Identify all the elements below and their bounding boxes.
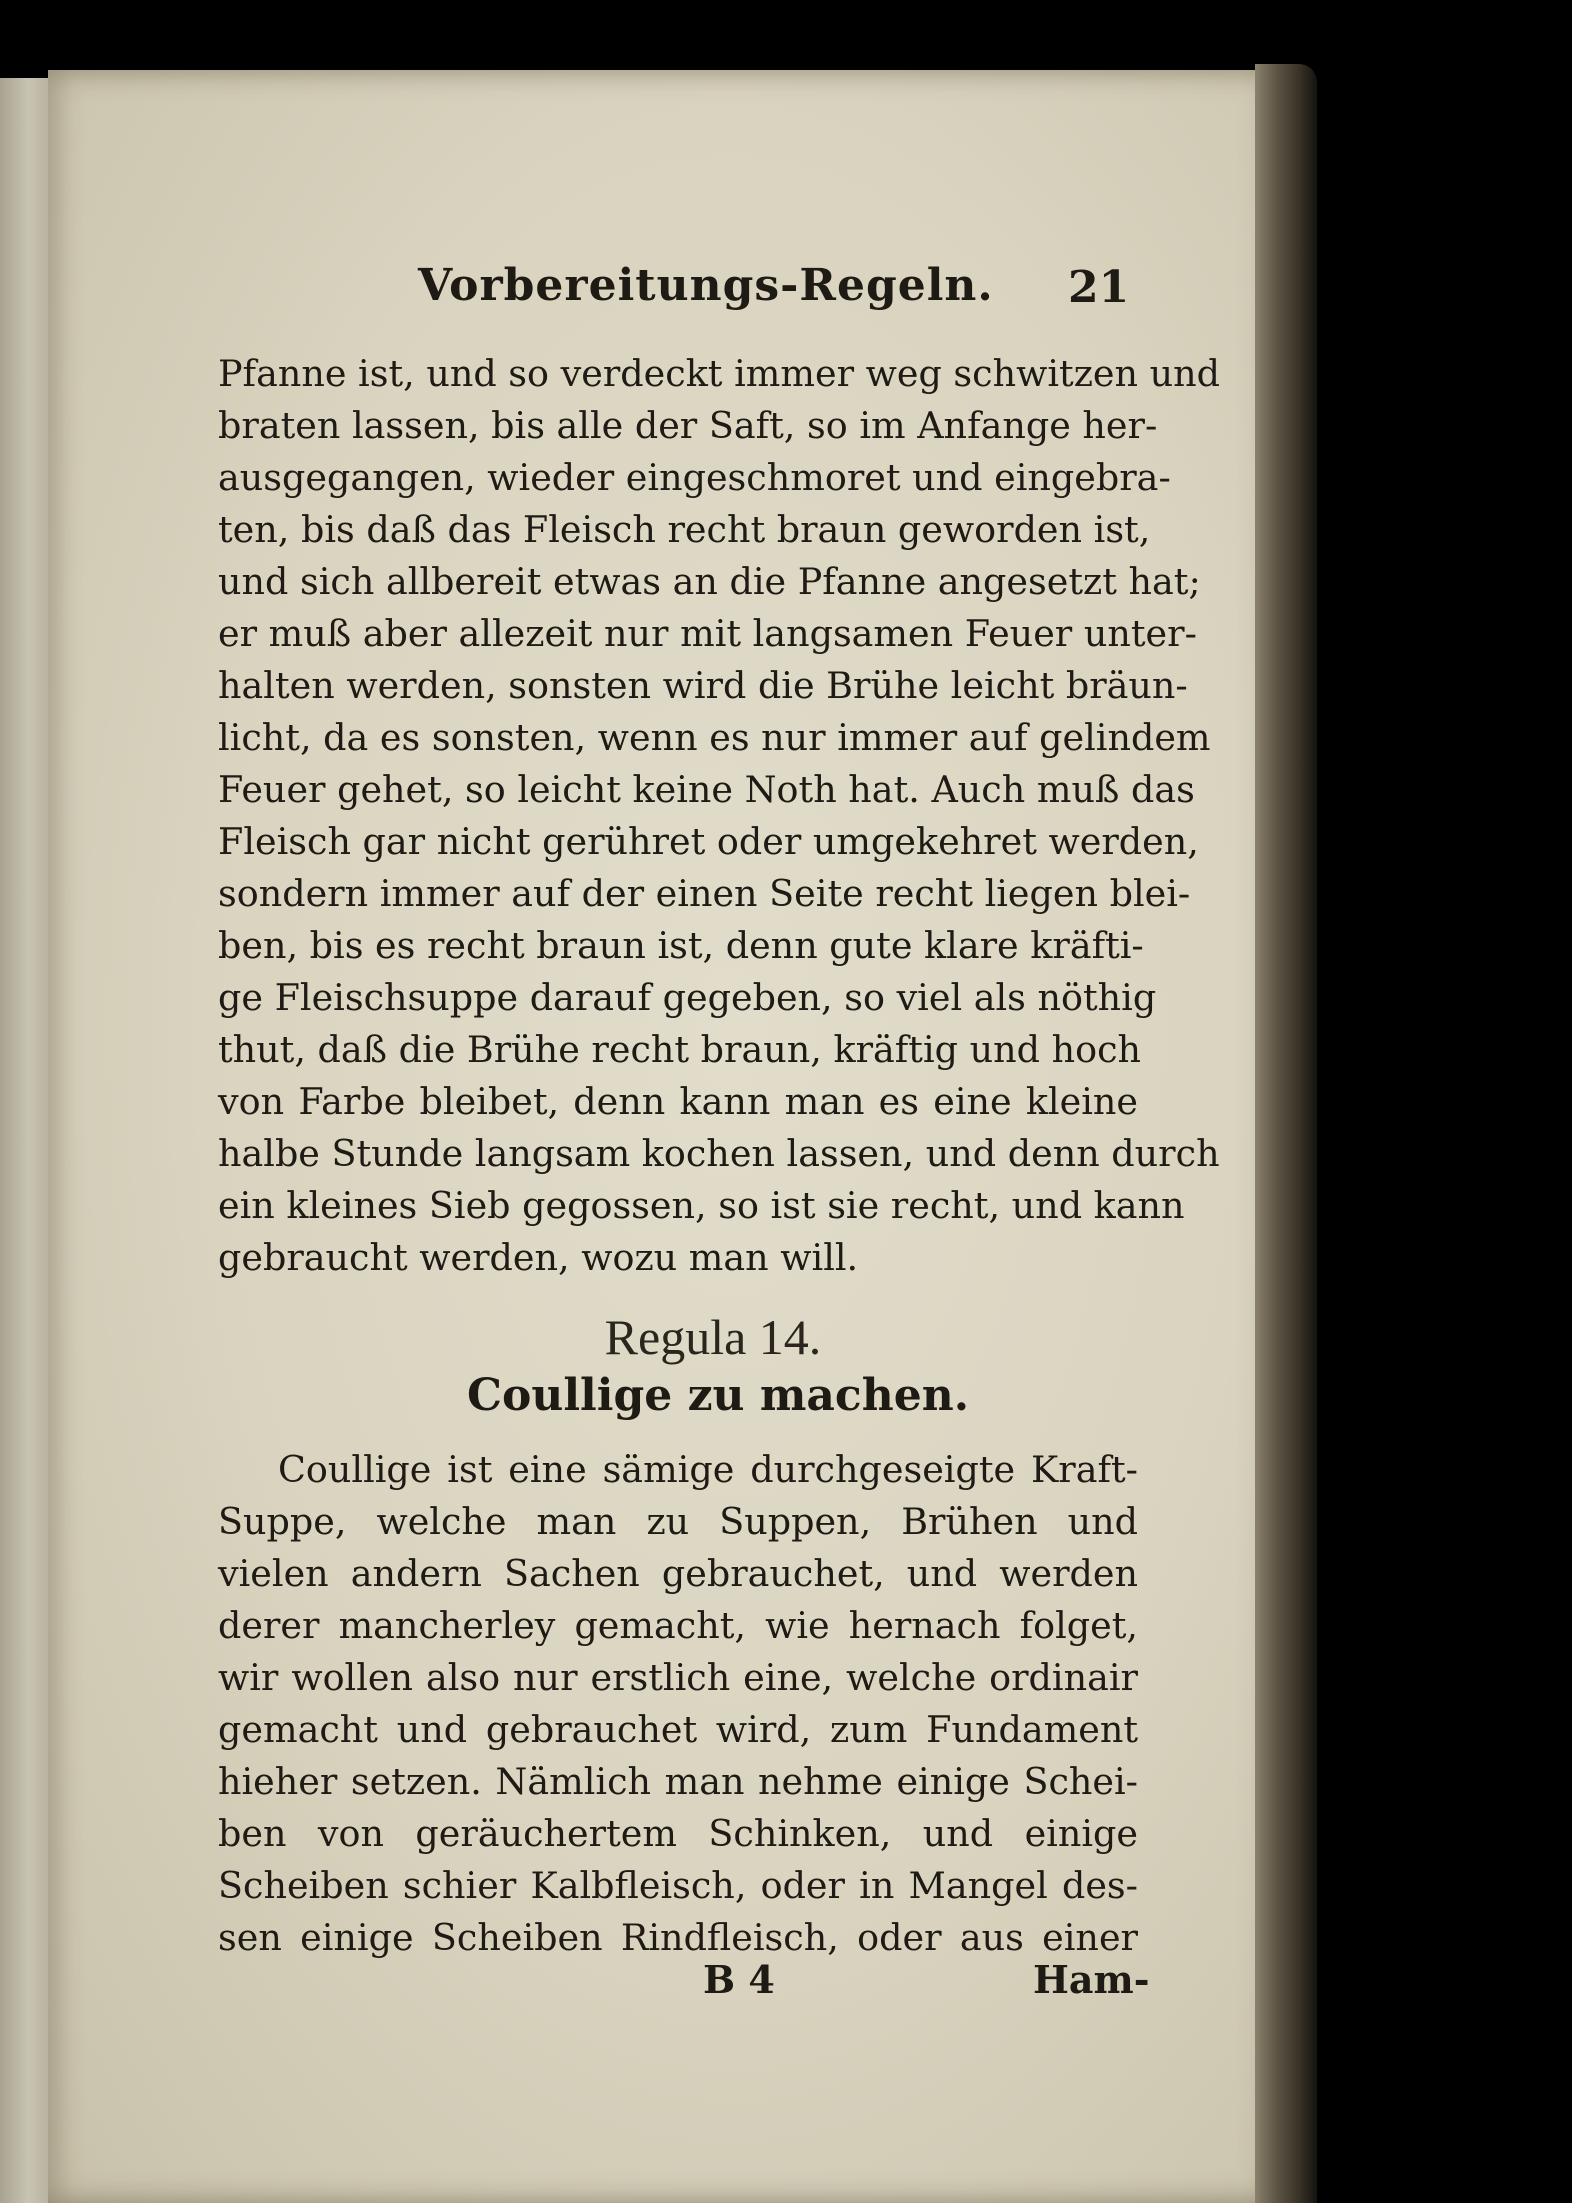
- text-line: halbe Stunde langsam kochen lassen, und denn durch: [218, 1132, 1220, 1175]
- text-line: gemacht und gebrauchet wird, zum Fundament: [218, 1708, 1138, 1751]
- text-line: ben von geräuchertem Schinken, und einige: [218, 1812, 1138, 1855]
- page-number: 21: [1068, 262, 1130, 313]
- text-line: Pfanne ist, und so verdeckt immer weg schwitzen und: [218, 352, 1221, 395]
- text-line: sen einige Scheiben Rindfleisch, oder aus einer: [218, 1916, 1138, 1959]
- running-head: Vorbereitungs-Regeln.: [418, 260, 994, 311]
- text-line: ten, bis daß das Fleisch recht braun geworden ist,: [218, 508, 1151, 551]
- text-line: ge Fleischsuppe darauf gegeben, so viel als nöthig: [218, 976, 1157, 1019]
- text-line: Coullige ist eine sämige durchgeseigte Kraft-: [278, 1448, 1138, 1491]
- text-line-last: gebraucht werden, wozu man will.: [218, 1236, 859, 1279]
- text-line: er muß aber allezeit nur mit langsamen Feuer unter-: [218, 612, 1197, 655]
- text-line: Feuer gehet, so leicht keine Noth hat. Auch muß das: [218, 768, 1195, 811]
- text-line: vielen andern Sachen gebrauchet, und werden: [218, 1552, 1138, 1595]
- text-line: und sich allbereit etwas an die Pfanne angesetzt hat;: [218, 560, 1201, 603]
- signature-mark: B 4: [703, 1957, 775, 2002]
- text-line: ben, bis es recht braun ist, denn gute klare kräfti-: [218, 924, 1144, 967]
- regula-heading: Regula 14.: [604, 1309, 822, 1365]
- catchword: Ham-: [1033, 1957, 1150, 2002]
- previous-page-edge: [0, 78, 50, 2203]
- text-line: ein kleines Sieb gegossen, so ist sie recht, und kann: [218, 1184, 1185, 1227]
- book-binding-edge: [1255, 64, 1317, 2203]
- text-line: Suppe, welche man zu Suppen, Brühen und: [218, 1500, 1138, 1543]
- text-line: licht, da es sonsten, wenn es nur immer auf gelindem: [218, 716, 1211, 759]
- text-line: braten lassen, bis alle der Saft, so im Anfange her-: [218, 404, 1158, 447]
- text-line: von Farbe bleibet, denn kann man es eine kleine: [218, 1080, 1138, 1123]
- book-page: [48, 70, 1288, 2203]
- text-line: wir wollen also nur erstlich eine, welche ordinair: [218, 1656, 1138, 1699]
- text-line: hieher setzen. Nämlich man nehme einige Schei-: [218, 1760, 1138, 1803]
- text-line: halten werden, sonsten wird die Brühe leicht bräun-: [218, 664, 1188, 707]
- text-line: thut, daß die Brühe recht braun, kräftig und hoch: [218, 1028, 1142, 1071]
- text-line: derer mancherley gemacht, wie hernach folget,: [218, 1604, 1138, 1647]
- text-line: Fleisch gar nicht gerühret oder umgekehret werden,: [218, 820, 1199, 863]
- text-line: ausgegangen, wieder eingeschmoret und eingebra-: [218, 456, 1171, 499]
- text-line: Scheiben schier Kalbfleisch, oder in Mangel des-: [218, 1864, 1138, 1907]
- section-title: Coullige zu machen.: [466, 1370, 970, 1421]
- text-line: sondern immer auf der einen Seite recht liegen blei-: [218, 872, 1191, 915]
